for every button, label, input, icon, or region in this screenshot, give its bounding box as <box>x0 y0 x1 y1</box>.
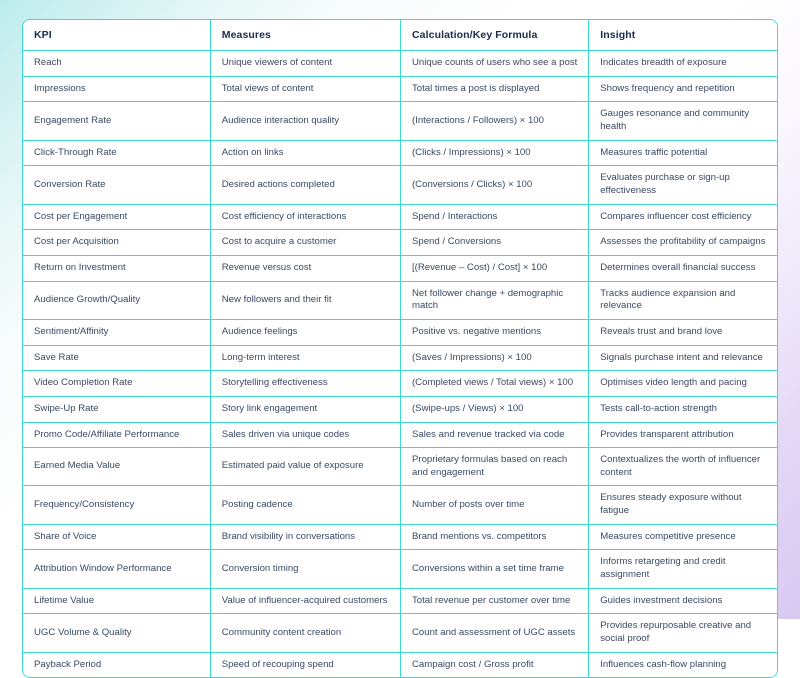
cell-insight: Influences cash-flow planning <box>600 658 727 670</box>
cell-formula: Total times a post is displayed <box>400 76 588 102</box>
cell-measures: Speed of recouping spend <box>210 652 400 677</box>
cell-kpi: Save Rate <box>23 345 210 371</box>
cell-measures: Conversion timing <box>210 550 400 588</box>
cell-kpi: UGC Volume & Quality <box>23 614 210 652</box>
cell-formula: Number of posts over time <box>400 486 588 524</box>
table-row <box>23 281 777 319</box>
table-header <box>23 20 777 51</box>
table-row <box>23 524 777 550</box>
cell-measures: Desired actions completed <box>210 166 400 204</box>
table-row <box>23 166 777 204</box>
table-row <box>23 396 777 422</box>
cell-insight: Tracks audience expansion and relevance <box>589 281 777 319</box>
cell-kpi: Frequency/Consistency <box>23 486 210 524</box>
cell-formula: (Swipe-ups / Views) × 100 <box>400 396 588 422</box>
cell-formula: (Conversions / Clicks) × 100 <box>400 166 588 204</box>
cell-measures: Community content creation <box>210 614 400 652</box>
cell-insight: Evaluates purchase or sign-up effectiveness <box>589 166 777 204</box>
cell-insight: Provides repurposable creative and social proof <box>589 614 777 652</box>
cell-formula: [(Revenue – Cost) / Cost] × 100 <box>400 255 588 281</box>
cell-formula: Positive vs. negative mentions <box>400 319 588 345</box>
cell-kpi: Conversion Rate <box>23 166 210 204</box>
table-body <box>23 51 777 678</box>
table-row <box>23 140 777 166</box>
cell-insight: Signals purchase intent and relevance <box>589 345 777 371</box>
cell-formula: Conversions within a set time frame <box>400 550 588 588</box>
table-row <box>23 371 777 397</box>
cell-kpi: Lifetime Value <box>23 588 210 614</box>
column-header-insight: Insight <box>589 20 777 51</box>
cell-measures: Revenue versus cost <box>210 255 400 281</box>
cell-measures: Storytelling effectiveness <box>210 371 400 397</box>
cell-measures: Sales driven via unique codes <box>210 422 400 448</box>
cell-kpi: Click-Through Rate <box>23 140 210 166</box>
cell-measures: Value of influencer-acquired customers <box>210 588 400 614</box>
cell-insight: Informs retargeting and credit assignment <box>589 550 777 588</box>
cell-formula: (Completed views / Total views) × 100 <box>400 371 588 397</box>
cell-insight: Indicates breadth of exposure <box>589 51 777 77</box>
cell-insight: Measures competitive presence <box>589 524 777 550</box>
cell-kpi: Share of Voice <box>23 524 210 550</box>
table-row <box>23 76 777 102</box>
cell-kpi: Return on Investment <box>23 255 210 281</box>
cell-formula: Count and assessment of UGC assets <box>400 614 588 652</box>
cell-insight: Provides transparent attribution <box>589 422 777 448</box>
cell-kpi: Audience Growth/Quality <box>23 281 210 319</box>
cell-measures: Total views of content <box>210 76 400 102</box>
table-row <box>23 255 777 281</box>
cell-formula: Total revenue per customer over time <box>400 588 588 614</box>
cell-kpi: Cost per Acquisition <box>23 230 210 256</box>
table-row <box>23 422 777 448</box>
header-row <box>23 20 777 51</box>
table-row <box>23 550 777 588</box>
table-row <box>23 319 777 345</box>
cell-kpi: Cost per Engagement <box>23 204 210 230</box>
cell-kpi: Attribution Window Performance <box>23 550 210 588</box>
cell-measures: Brand visibility in conversations <box>210 524 400 550</box>
column-header-measures: Measures <box>210 20 400 51</box>
cell-measures: Estimated paid value of exposure <box>210 448 400 486</box>
cell-insight: Shows frequency and repetition <box>589 76 777 102</box>
cell-measures: Cost to acquire a customer <box>210 230 400 256</box>
cell-formula: (Saves / Impressions) × 100 <box>400 345 588 371</box>
cell-insight: Ensures steady exposure without fatigue <box>589 486 777 524</box>
table-row <box>23 230 777 256</box>
cell-insight: Measures traffic potential <box>589 140 777 166</box>
cell-formula: Brand mentions vs. competitors <box>400 524 588 550</box>
column-header-kpi: KPI <box>23 20 210 51</box>
table-row <box>23 448 777 486</box>
cell-insight: Contextualizes the worth of influencer content <box>589 448 777 486</box>
cell-kpi: Impressions <box>23 76 210 102</box>
cell-formula: Proprietary formulas based on reach and engagement <box>400 448 588 486</box>
cell-measures: Story link engagement <box>210 396 400 422</box>
cell-insight: Compares influencer cost efficiency <box>589 204 777 230</box>
kpi-table-container <box>22 19 778 678</box>
cell-formula: Unique counts of users who see a post <box>400 51 588 77</box>
cell-kpi: Engagement Rate <box>23 102 210 140</box>
cell-measures: Posting cadence <box>210 486 400 524</box>
cell-insight: Guides investment decisions <box>589 588 777 614</box>
cell-measures: Audience feelings <box>210 319 400 345</box>
table-row <box>23 204 777 230</box>
table-row <box>23 51 777 77</box>
cell-formula: Campaign cost / Gross profit <box>400 652 588 677</box>
cell-kpi: Swipe-Up Rate <box>23 396 210 422</box>
cell-insight: Tests call-to-action strength <box>589 396 777 422</box>
cell-kpi: Earned Media Value <box>23 448 210 486</box>
cell-formula: (Clicks / Impressions) × 100 <box>400 140 588 166</box>
cell-formula: Net follower change + demographic match <box>400 281 588 319</box>
cell-measures: New followers and their fit <box>210 281 400 319</box>
cell-kpi: Promo Code/Affiliate Performance <box>23 422 210 448</box>
kpi-table <box>23 20 777 677</box>
cell-insight: Gauges resonance and community health <box>589 102 777 140</box>
cell-insight: Reveals trust and brand love <box>589 319 777 345</box>
cell-measures: Cost efficiency of interactions <box>210 204 400 230</box>
table-row <box>23 102 777 140</box>
cell-formula: (Interactions / Followers) × 100 <box>400 102 588 140</box>
cell-formula: Spend / Interactions <box>400 204 588 230</box>
cell-insight: Assesses the profitability of campaigns <box>589 230 777 256</box>
table-row <box>23 588 777 614</box>
cell-kpi: Video Completion Rate <box>23 371 210 397</box>
cell-kpi: Reach <box>23 51 210 77</box>
cell-formula: Sales and revenue tracked via code <box>400 422 588 448</box>
cell-measures: Long-term interest <box>210 345 400 371</box>
table-row <box>23 652 777 677</box>
cell-insight: Optimises video length and pacing <box>589 371 777 397</box>
table-row <box>23 345 777 371</box>
table-row <box>23 486 777 524</box>
column-header-formula: Calculation/Key Formula <box>400 20 588 51</box>
cell-kpi: Payback Period <box>23 652 210 677</box>
cell-formula: Spend / Conversions <box>400 230 588 256</box>
cell-kpi: Sentiment/Affinity <box>23 319 210 345</box>
table-row <box>23 614 777 652</box>
cell-measures: Unique viewers of content <box>210 51 400 77</box>
cell-measures: Action on links <box>210 140 400 166</box>
cell-measures: Audience interaction quality <box>210 102 400 140</box>
cell-insight: Determines overall financial success <box>589 255 777 281</box>
